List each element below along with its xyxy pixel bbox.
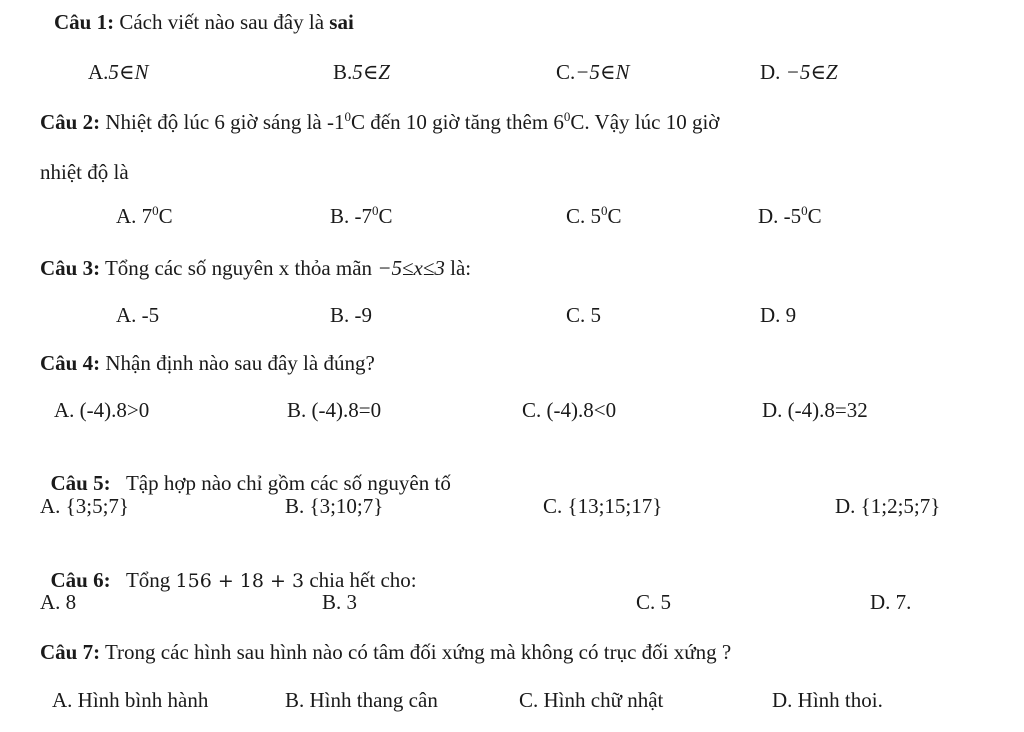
q6-option-b[interactable]: B. 3: [322, 590, 358, 614]
question-1: [54, 10, 354, 35]
q7-option-a[interactable]: A. Hình bình hành: [52, 688, 209, 712]
q7-option-b[interactable]: B. Hình thang cân: [285, 688, 438, 712]
question-4-label: Câu 4:: [40, 351, 101, 375]
question-7-label: Câu 7:: [40, 640, 101, 664]
q4-option-d[interactable]: D. (-4).8=32: [762, 398, 868, 422]
q3-option-d[interactable]: D. 9: [760, 303, 797, 327]
q5-option-b[interactable]: B. {3;10;7}: [285, 494, 384, 518]
question-5: Câu 5: Tập hợp nào chỉ gồm các số nguyên tố: [50, 471, 451, 495]
q2-option-c[interactable]: C. $5^0C$: [566, 203, 622, 228]
q2-option-b[interactable]: B. $-7^0C$: [330, 203, 393, 228]
question-3: Câu 3: Tổng các số nguyên x thỏa mãn −5≤x≤3 là:: [40, 256, 472, 280]
question-4: Câu 4: Nhận định nào sau đây là đúng?: [40, 351, 375, 375]
q6-option-c[interactable]: C. 5: [636, 590, 672, 614]
question-6-math: 156 + 18 + 3: [175, 570, 305, 592]
question-3-label: Câu 3:: [40, 256, 101, 280]
question-1-emph: sai: [329, 10, 354, 34]
q1-option-d[interactable]: D. −5∈Z: [760, 60, 838, 84]
question-5-label: Câu 5:: [50, 471, 111, 495]
q5-option-a[interactable]: A. {3;5;7}: [40, 494, 129, 518]
q4-option-b[interactable]: B. (-4).8=0: [287, 398, 382, 422]
question-3-math: −5≤x≤3: [377, 256, 445, 280]
q5-option-c[interactable]: C. {13;15;17}: [543, 494, 663, 518]
question-6-label: Câu 6:: [50, 568, 111, 592]
question-1-label: Câu 1:: [54, 10, 115, 34]
question-2-label: Câu 2:: [40, 110, 101, 134]
question-1-text: Cách viết nào sau đây là: [114, 10, 330, 34]
q3-option-b[interactable]: B. -9: [330, 303, 373, 327]
q7-option-d[interactable]: D. Hình thoi.: [772, 688, 883, 712]
q1-option-c[interactable]: C.−5∈N: [556, 60, 630, 84]
q5-option-d[interactable]: D. {1;2;5;7}: [835, 494, 941, 518]
q7-option-c[interactable]: C. Hình chữ nhật: [519, 688, 664, 712]
q3-option-c[interactable]: C. 5: [566, 303, 602, 327]
q2-option-d[interactable]: D. $-5^0C$: [758, 203, 822, 228]
q6-option-d[interactable]: D. 7.: [870, 590, 912, 614]
question-6: Câu 6: Tổng 156 + 18 + 3 chia hết cho:: [50, 568, 417, 592]
question-7: Câu 7: Trong các hình sau hình nào có tâm đối xứng mà không có trục đối xứng ?: [40, 640, 732, 664]
q4-option-a[interactable]: A. (-4).8>0: [54, 398, 150, 422]
q3-option-a[interactable]: A. -5: [116, 303, 160, 327]
question-2: Câu 2: Nhiệt độ lúc 6 giờ sáng là $-1^0C$ đến 10 giờ tăng thêm $6^0C$. Vậy lúc 10 giờ: [40, 109, 720, 134]
q1-option-a[interactable]: A.5∈N: [88, 60, 149, 84]
q6-option-a[interactable]: A. 8: [40, 590, 77, 614]
q2-option-a[interactable]: A. $7^0C$: [116, 203, 173, 228]
q4-option-c[interactable]: C. (-4).8<0: [522, 398, 617, 422]
q1-option-b[interactable]: B.5∈Z: [333, 60, 390, 84]
question-2-line-2: nhiệt độ là: [40, 160, 129, 184]
